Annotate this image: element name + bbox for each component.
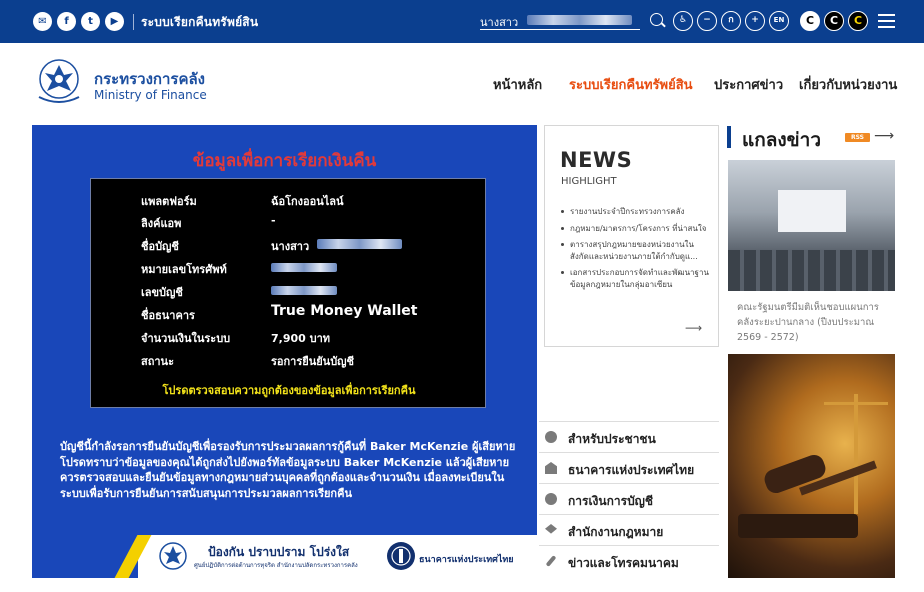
menu-icon[interactable] [878, 14, 895, 28]
redacted-phone [271, 263, 337, 272]
side-item-public[interactable] [539, 421, 719, 452]
platform-value: ฉ้อโกงออนไลน์ [271, 195, 344, 208]
amount-value: 7,900 บาท [271, 332, 331, 345]
gallery-title: แกลงข่าว [742, 129, 821, 151]
phone-label: หมายเลขโทรศัพท์ [141, 263, 227, 276]
gallery-more-arrow-icon[interactable]: ⟶ [874, 128, 895, 144]
scale-pole [854, 394, 858, 514]
recovery-info-card [32, 125, 537, 578]
amount-label: จำนวนเงินในระบบ [141, 332, 231, 345]
card-title: ข้อมูลเพื่อการเรียกเงินคืน [192, 151, 377, 171]
app-link-label: ลิงค์แอพ [141, 217, 182, 230]
account-name-value: นางสาว [271, 240, 310, 253]
mail-icon[interactable]: ✉ [33, 12, 52, 31]
scale-arm [824, 402, 888, 405]
language-en-button[interactable]: EN [769, 11, 789, 31]
side-menu [539, 421, 719, 576]
gallery-photo-meeting[interactable] [728, 160, 895, 291]
anti-fraud-banner [138, 535, 537, 578]
nav-about[interactable]: เกี่ยวกับหน่วยงาน [799, 78, 898, 93]
contrast-dark-button[interactable]: C [824, 11, 844, 31]
banner-bank-name: ธนาคารแห่งประเทศไทย [419, 555, 514, 565]
redacted-account-number [271, 286, 337, 295]
site-name: ระบบเรียกคืนทรัพย์สิน [141, 15, 259, 29]
redacted-text [527, 15, 632, 25]
top-bar [0, 0, 924, 43]
nav-asset-recovery[interactable]: ระบบเรียกคืนทรัพย์สิน [569, 78, 693, 93]
photo-seats [728, 250, 895, 291]
side-item-telecom[interactable] [539, 545, 719, 576]
bank-name-value: True Money Wallet [271, 303, 418, 319]
search-underline [480, 29, 640, 30]
gallery-caption[interactable]: คณะรัฐมนตรีมีมติเห็นชอบแผนการคลังระยะปานกลาง (ปีงบประมาณ 2569 - 2572) [737, 302, 879, 343]
people-icon [545, 431, 557, 443]
font-reset-button[interactable]: ก [721, 11, 741, 31]
money-icon [545, 493, 557, 505]
bank-name-label: ชื่อธนาคาร [141, 309, 195, 322]
ministry-logo[interactable] [33, 57, 85, 107]
contrast-normal-button[interactable]: C [800, 11, 820, 31]
rss-icon[interactable]: RSS [845, 133, 870, 142]
news-item[interactable]: ตารางสรุปกฎหมายของหน่วยงานในสังกัดและหน่วยงานภายใต้กำกับดูแ... [561, 239, 711, 262]
search-input[interactable] [480, 10, 665, 32]
redacted-account-name [317, 239, 402, 249]
side-item-law-office[interactable] [539, 514, 719, 545]
app-link-value: - [271, 214, 276, 227]
side-item-bank-of-thailand[interactable] [539, 452, 719, 483]
news-subtitle: HIGHLIGHT [561, 176, 617, 187]
twitter-icon[interactable]: t [81, 12, 100, 31]
bank-of-thailand-seal-icon [385, 540, 417, 572]
status-value: รอการยืนยันบัญชี [271, 355, 355, 368]
pen-icon [546, 555, 557, 567]
news-item[interactable]: กฎหมาย/มาตรการ/โครงการ ที่น่าสนใจ [561, 223, 711, 235]
gallery-photo-gavel[interactable] [728, 354, 895, 578]
verify-note: โปรดตรวจสอบความถูกต้องของข้อมูลเพื่อการเรียกคืน [162, 384, 416, 397]
news-list [561, 206, 711, 295]
divider [133, 14, 134, 30]
banner-slogan: ป้องกัน ปราบปราม โปร่งใส [208, 545, 350, 559]
graduation-icon [545, 524, 557, 536]
banner-subtitle: ศูนย์ปฏิบัติการต่อต้านการทุจริต สำนักงานปลัดกระทรวงการคลัง [194, 562, 358, 569]
status-label: สถานะ [141, 355, 174, 368]
gallery-accent-bar [727, 126, 731, 148]
side-item-label: ธนาคารแห่งประเทศไทย [568, 463, 695, 477]
platform-label: แพลตฟอร์ม [141, 195, 197, 208]
bank-icon [545, 462, 557, 474]
contrast-yellow-button[interactable]: C [848, 11, 868, 31]
search-text: นางสาว [480, 16, 519, 29]
news-highlight-box [544, 125, 719, 347]
side-item-label: สำหรับประชาชน [568, 432, 656, 446]
ministry-seal-icon [158, 541, 188, 571]
ministry-name-en[interactable]: Ministry of Finance [94, 88, 207, 102]
account-name-label: ชื่อบัญชี [141, 240, 179, 253]
ministry-name-th[interactable]: กระทรวงการคลัง [94, 70, 205, 88]
news-more-arrow-icon[interactable]: ⟶ [685, 321, 703, 335]
side-item-label: การเงินการบัญชี [568, 494, 654, 508]
font-decrease-button[interactable]: − [697, 11, 717, 31]
font-increase-button[interactable]: + [745, 11, 765, 31]
side-item-finance[interactable] [539, 483, 719, 514]
photo-screen [778, 190, 846, 232]
nav-announcements[interactable]: ประกาศข่าว [714, 78, 784, 93]
search-icon[interactable] [650, 13, 663, 26]
side-item-label: สำนักงานกฎหมาย [568, 525, 664, 539]
news-item[interactable]: เอกสารประกอบการจัดทำและพัฒนาฐานข้อมูลกฎหมายในกลุ่มอาเซียน [561, 267, 711, 290]
account-number-label: เลขบัญชี [141, 286, 183, 299]
nav-home[interactable]: หน้าหลัก [493, 78, 543, 93]
facebook-icon[interactable]: f [57, 12, 76, 31]
banner-accent [115, 535, 152, 578]
news-item[interactable]: รายงานประจำปีกระทรวงการคลัง [561, 206, 711, 218]
gavel-base [738, 514, 858, 538]
side-item-label: ข่าวและโทรคมนาคม [568, 556, 679, 570]
news-title: NEWS [560, 148, 633, 172]
card-paragraph: บัญชีนี้กำลังรอการยืนยันบัญชีเพื่อรองรับการประมวลผลการกู้คืนที่ Baker McKenzie ผู้เสียหายโปรดทราบว่าข้อมูลของคุณได้ถูกส่งไปยังพอร์ทัลข้อมูลระบบ Baker McKenzie แล้วผู้เสียหายควรตรวจสอบและยืนยันข้อมูลทางกฎหมายส่วนบุคคลที่ถูกต้องและจำนวนเงิน เมื่อลงทะเบียนในระบบเพื่อรับการยืนยันการสนับสนุนการประมวลผลการเรียกคืน [60, 440, 516, 500]
accessibility-icon[interactable]: ♿ [673, 11, 693, 31]
account-info-box [90, 178, 486, 408]
youtube-icon[interactable]: ▶ [105, 12, 124, 31]
